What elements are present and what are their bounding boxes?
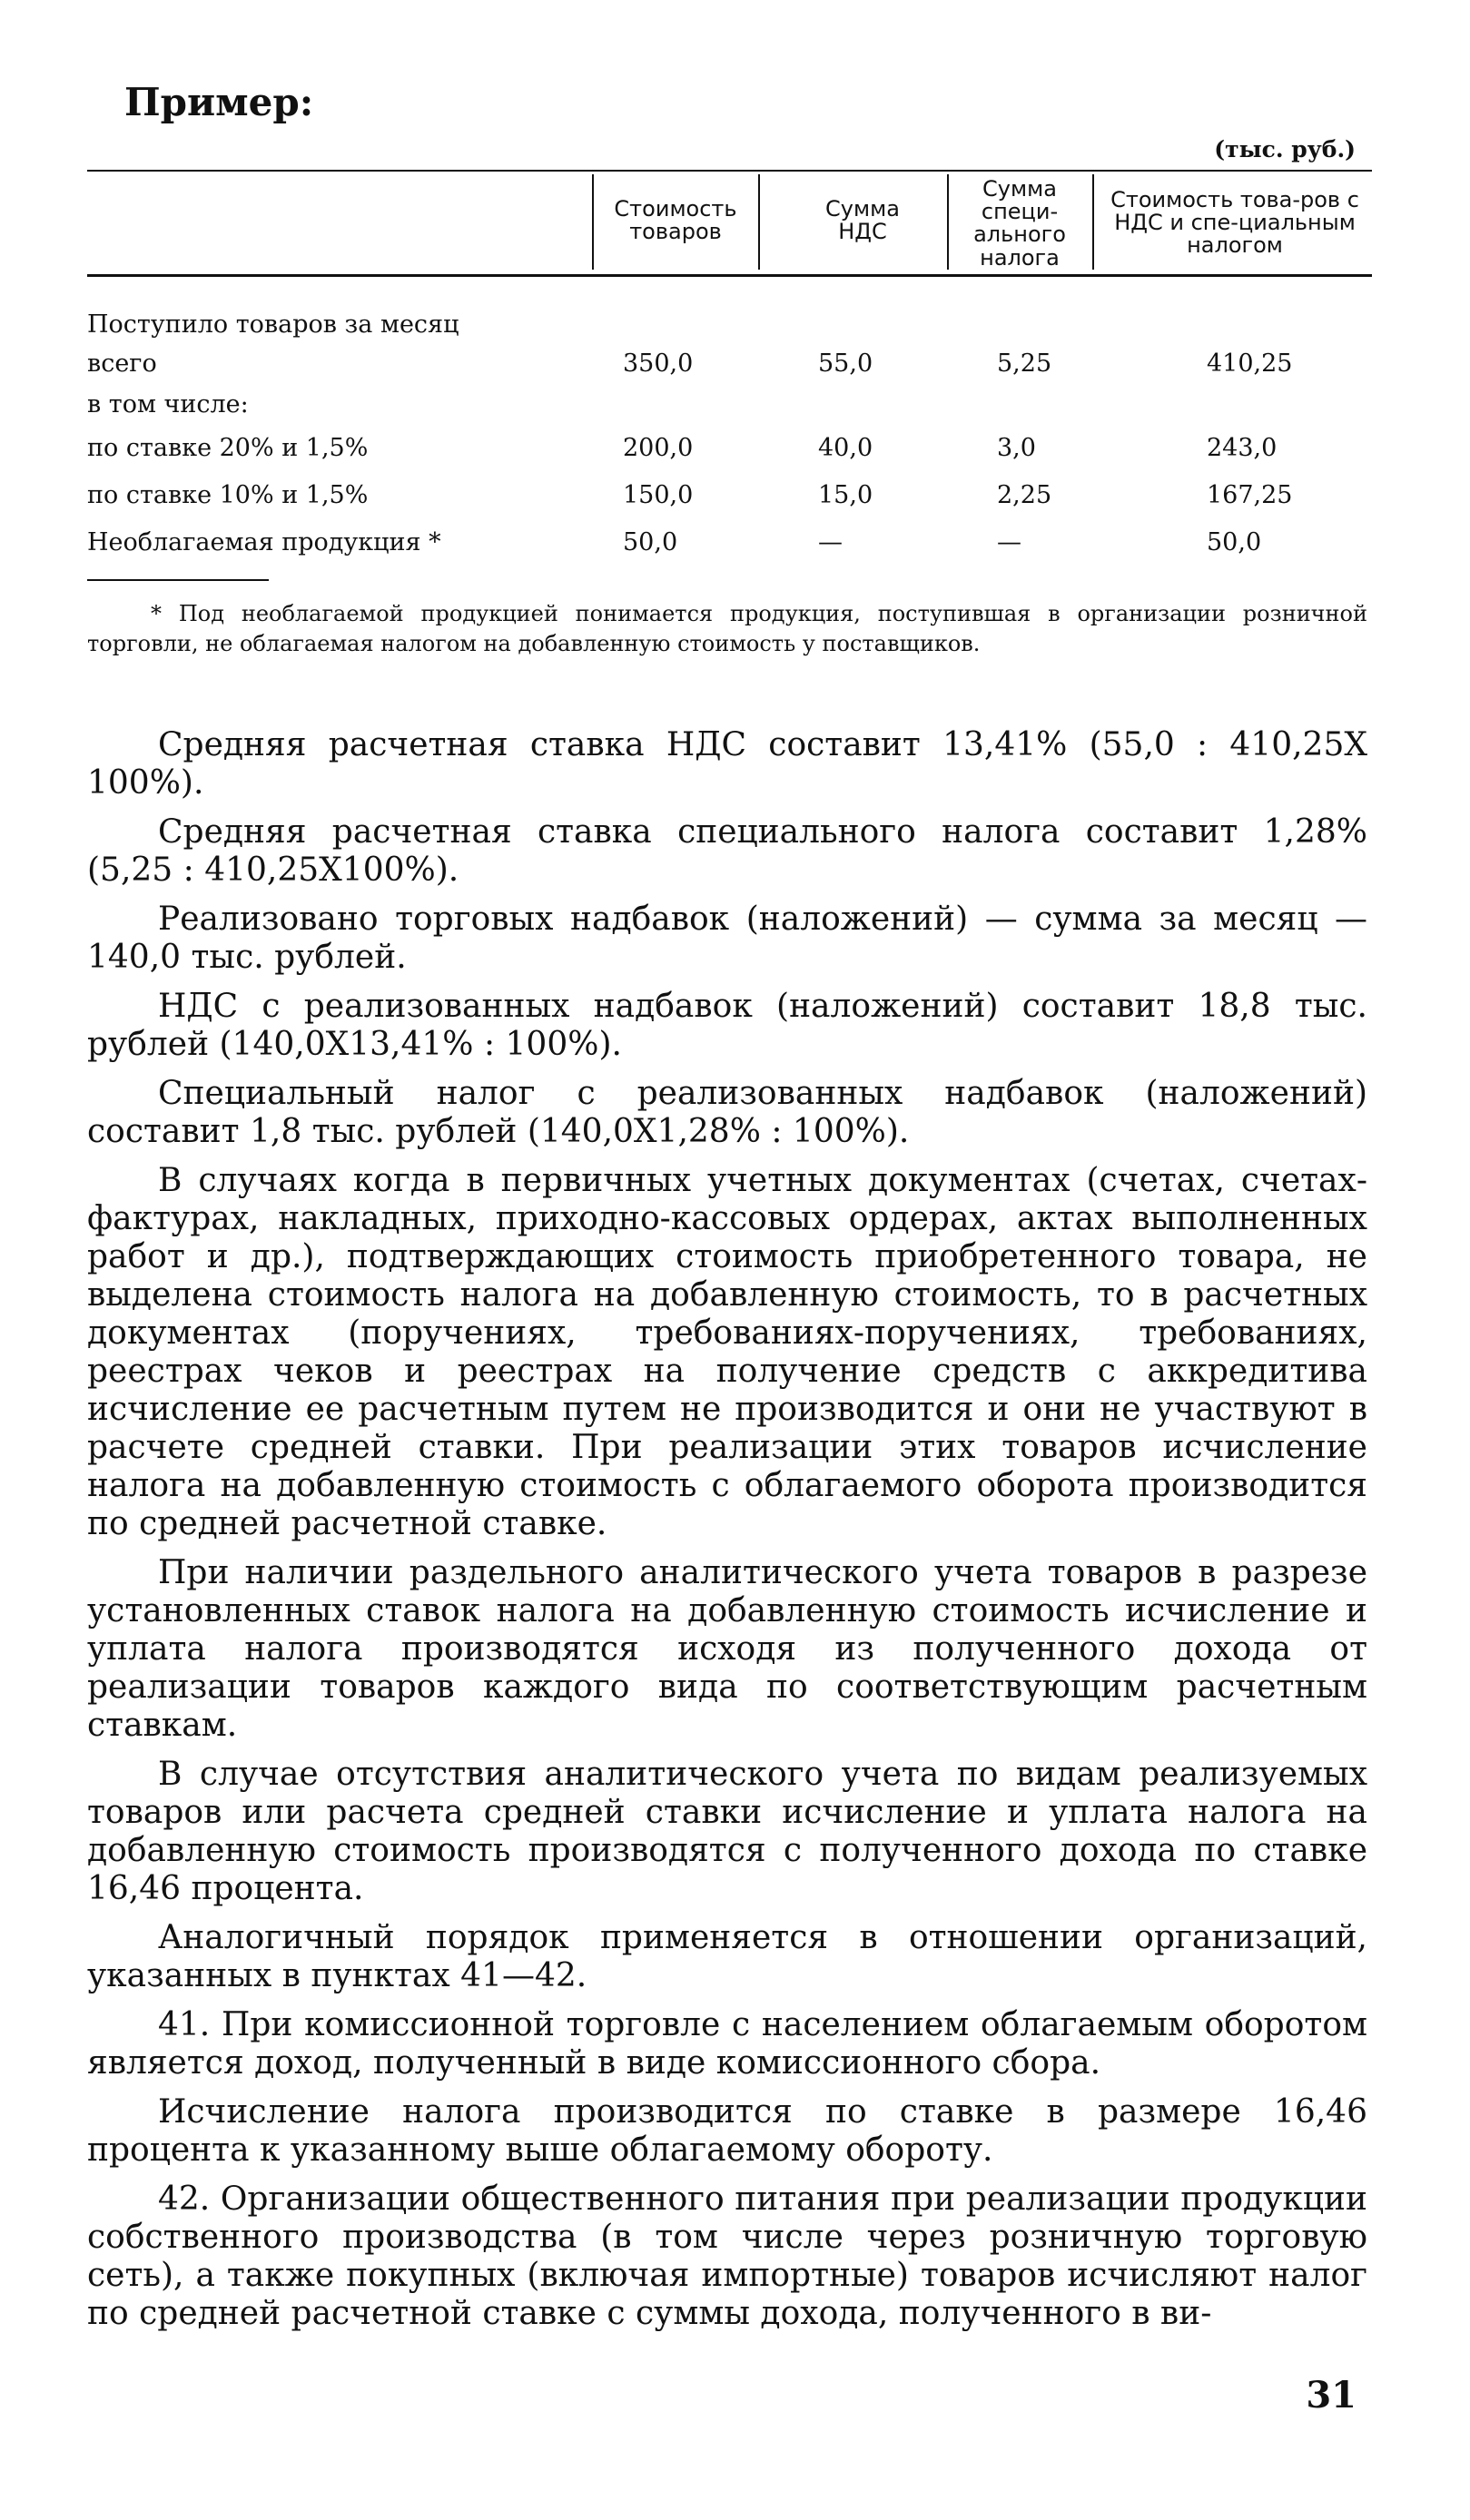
paragraph: 41. При комиссионной торговле с населением облагаемым оборотом является доход, полученный в виде комиссионного сбора. xyxy=(87,2006,1367,2082)
cell-special-tax: 3,0 xyxy=(997,434,1036,462)
table-top-rule xyxy=(87,170,1372,172)
column-separator xyxy=(758,174,760,270)
paragraph: Средняя расчетная ставка специального налога составит 1,28% (5,25 : 410,25Х100%). xyxy=(87,813,1367,889)
paragraph: 42. Организации общественного питания при реализации продукции собственного производства (в том числе через розничную торговую сеть), а также покупных (включая импортные) товаров исчисляют налог по средней расчетной ставке с суммы дохода, полученного в ви- xyxy=(87,2180,1367,2332)
table-row xyxy=(87,434,1376,470)
table-row xyxy=(87,528,1376,565)
paragraph: Средняя расчетная ставка НДС составит 13,41% (55,0 : 410,25Х 100%). xyxy=(87,726,1367,802)
column-header-special-tax: Сумма специ-ального налога xyxy=(973,176,1066,271)
cell-goods-cost: 350,0 xyxy=(623,349,694,378)
cell-special-tax: — xyxy=(997,528,1021,556)
cell-vat: 40,0 xyxy=(818,434,873,462)
row-label: всего xyxy=(87,349,157,378)
paragraph: В случае отсутствия аналитического учета по видам реализуемых товаров или расчета средней ставки исчисление и уплата налога на добавленную стоимость производятся с полученного дохода по ставке 16,46 процента. xyxy=(87,1756,1367,1907)
body-text xyxy=(87,726,1367,2344)
cell-goods-cost: 200,0 xyxy=(623,434,694,462)
table-row xyxy=(87,310,1376,347)
cell-total-cost: 243,0 xyxy=(1207,434,1278,462)
row-label: Поступило товаров за месяц xyxy=(87,310,459,339)
row-label: в том числе: xyxy=(87,390,249,418)
cell-vat: 15,0 xyxy=(818,481,873,509)
paragraph: Аналогичный порядок применяется в отношении организаций, указанных в пунктах 41—42. xyxy=(87,1919,1367,1994)
cell-vat: — xyxy=(818,528,843,556)
table-header-rule xyxy=(87,274,1372,277)
column-separator xyxy=(1092,174,1094,270)
row-label: по ставке 20% и 1,5% xyxy=(87,434,369,462)
example-heading: Пример: xyxy=(124,80,314,124)
table-row xyxy=(87,390,1376,427)
paragraph: При наличии раздельного аналитического учета товаров в разрезе установленных ставок налога на добавленную стоимость исчисление и уплата налога производятся исходя из полученного дохода от реализации товаров каждого вида по соответствующим расчетным ставкам. xyxy=(87,1554,1367,1744)
footnote: * Под необлагаемой продукцией понимается продукция, поступившая в организации розничной торговли, не облагаемая налогом на добавленную стоимость у поставщиков. xyxy=(87,601,1367,656)
paragraph: НДС с реализованных надбавок (наложений) составит 18,8 тыс. рублей (140,0Х13,41% : 100%). xyxy=(87,988,1367,1063)
table-row xyxy=(87,481,1376,517)
paragraph: В случаях когда в первичных учетных документах (счетах, счетах-фактурах, накладных, приходно-кассовых ордерах, актах выполненных работ и др.), подтверждающих стоимость приобретенного товара, не выделена стоимость налога на добавленную стоимость, то в расчетных документах (поручениях, требованиях-поручениях, требованиях, реестрах чеков и реестрах на получение средств с аккредитива исчисление ее расчетным путем не производится и они не участвуют в расчете средней ставки. При реализации этих товаров исчисление налога на добавленную стоимость с облагаемого оборота производится по средней расчетной ставке. xyxy=(87,1162,1367,1542)
cell-vat: 55,0 xyxy=(818,349,873,378)
cell-total-cost: 167,25 xyxy=(1207,481,1293,509)
column-header-vat: Сумма НДС xyxy=(825,196,900,245)
row-label: по ставке 10% и 1,5% xyxy=(87,481,369,509)
cell-total-cost: 50,0 xyxy=(1207,528,1262,556)
row-label: Необлагаемая продукция * xyxy=(87,528,441,556)
cell-special-tax: 5,25 xyxy=(997,349,1052,378)
column-header-goods-cost: Стоимость товаров xyxy=(614,196,737,245)
cell-special-tax: 2,25 xyxy=(997,481,1052,509)
cell-goods-cost: 150,0 xyxy=(623,481,694,509)
cell-goods-cost: 50,0 xyxy=(623,528,678,556)
cell-total-cost: 410,25 xyxy=(1207,349,1293,378)
table-row xyxy=(87,349,1376,386)
column-header-total-cost: Стоимость това-ров с НДС и спе-циальным налогом xyxy=(1110,187,1359,259)
paragraph: Реализовано торговых надбавок (наложений) — сумма за месяц — 140,0 тыс. рублей. xyxy=(87,901,1367,976)
page-number: 31 xyxy=(1306,2374,1357,2417)
paragraph: Исчисление налога производится по ставке в размере 16,46 процента к указанному выше облагаемому обороту. xyxy=(87,2093,1367,2169)
units-note: (тыс. руб.) xyxy=(1214,136,1356,162)
footnote-separator xyxy=(87,579,269,581)
paragraph: Специальный налог с реализованных надбавок (наложений) составит 1,8 тыс. рублей (140,0Х1,28% : 100%). xyxy=(87,1075,1367,1150)
column-separator xyxy=(592,174,594,270)
column-separator xyxy=(947,174,949,270)
